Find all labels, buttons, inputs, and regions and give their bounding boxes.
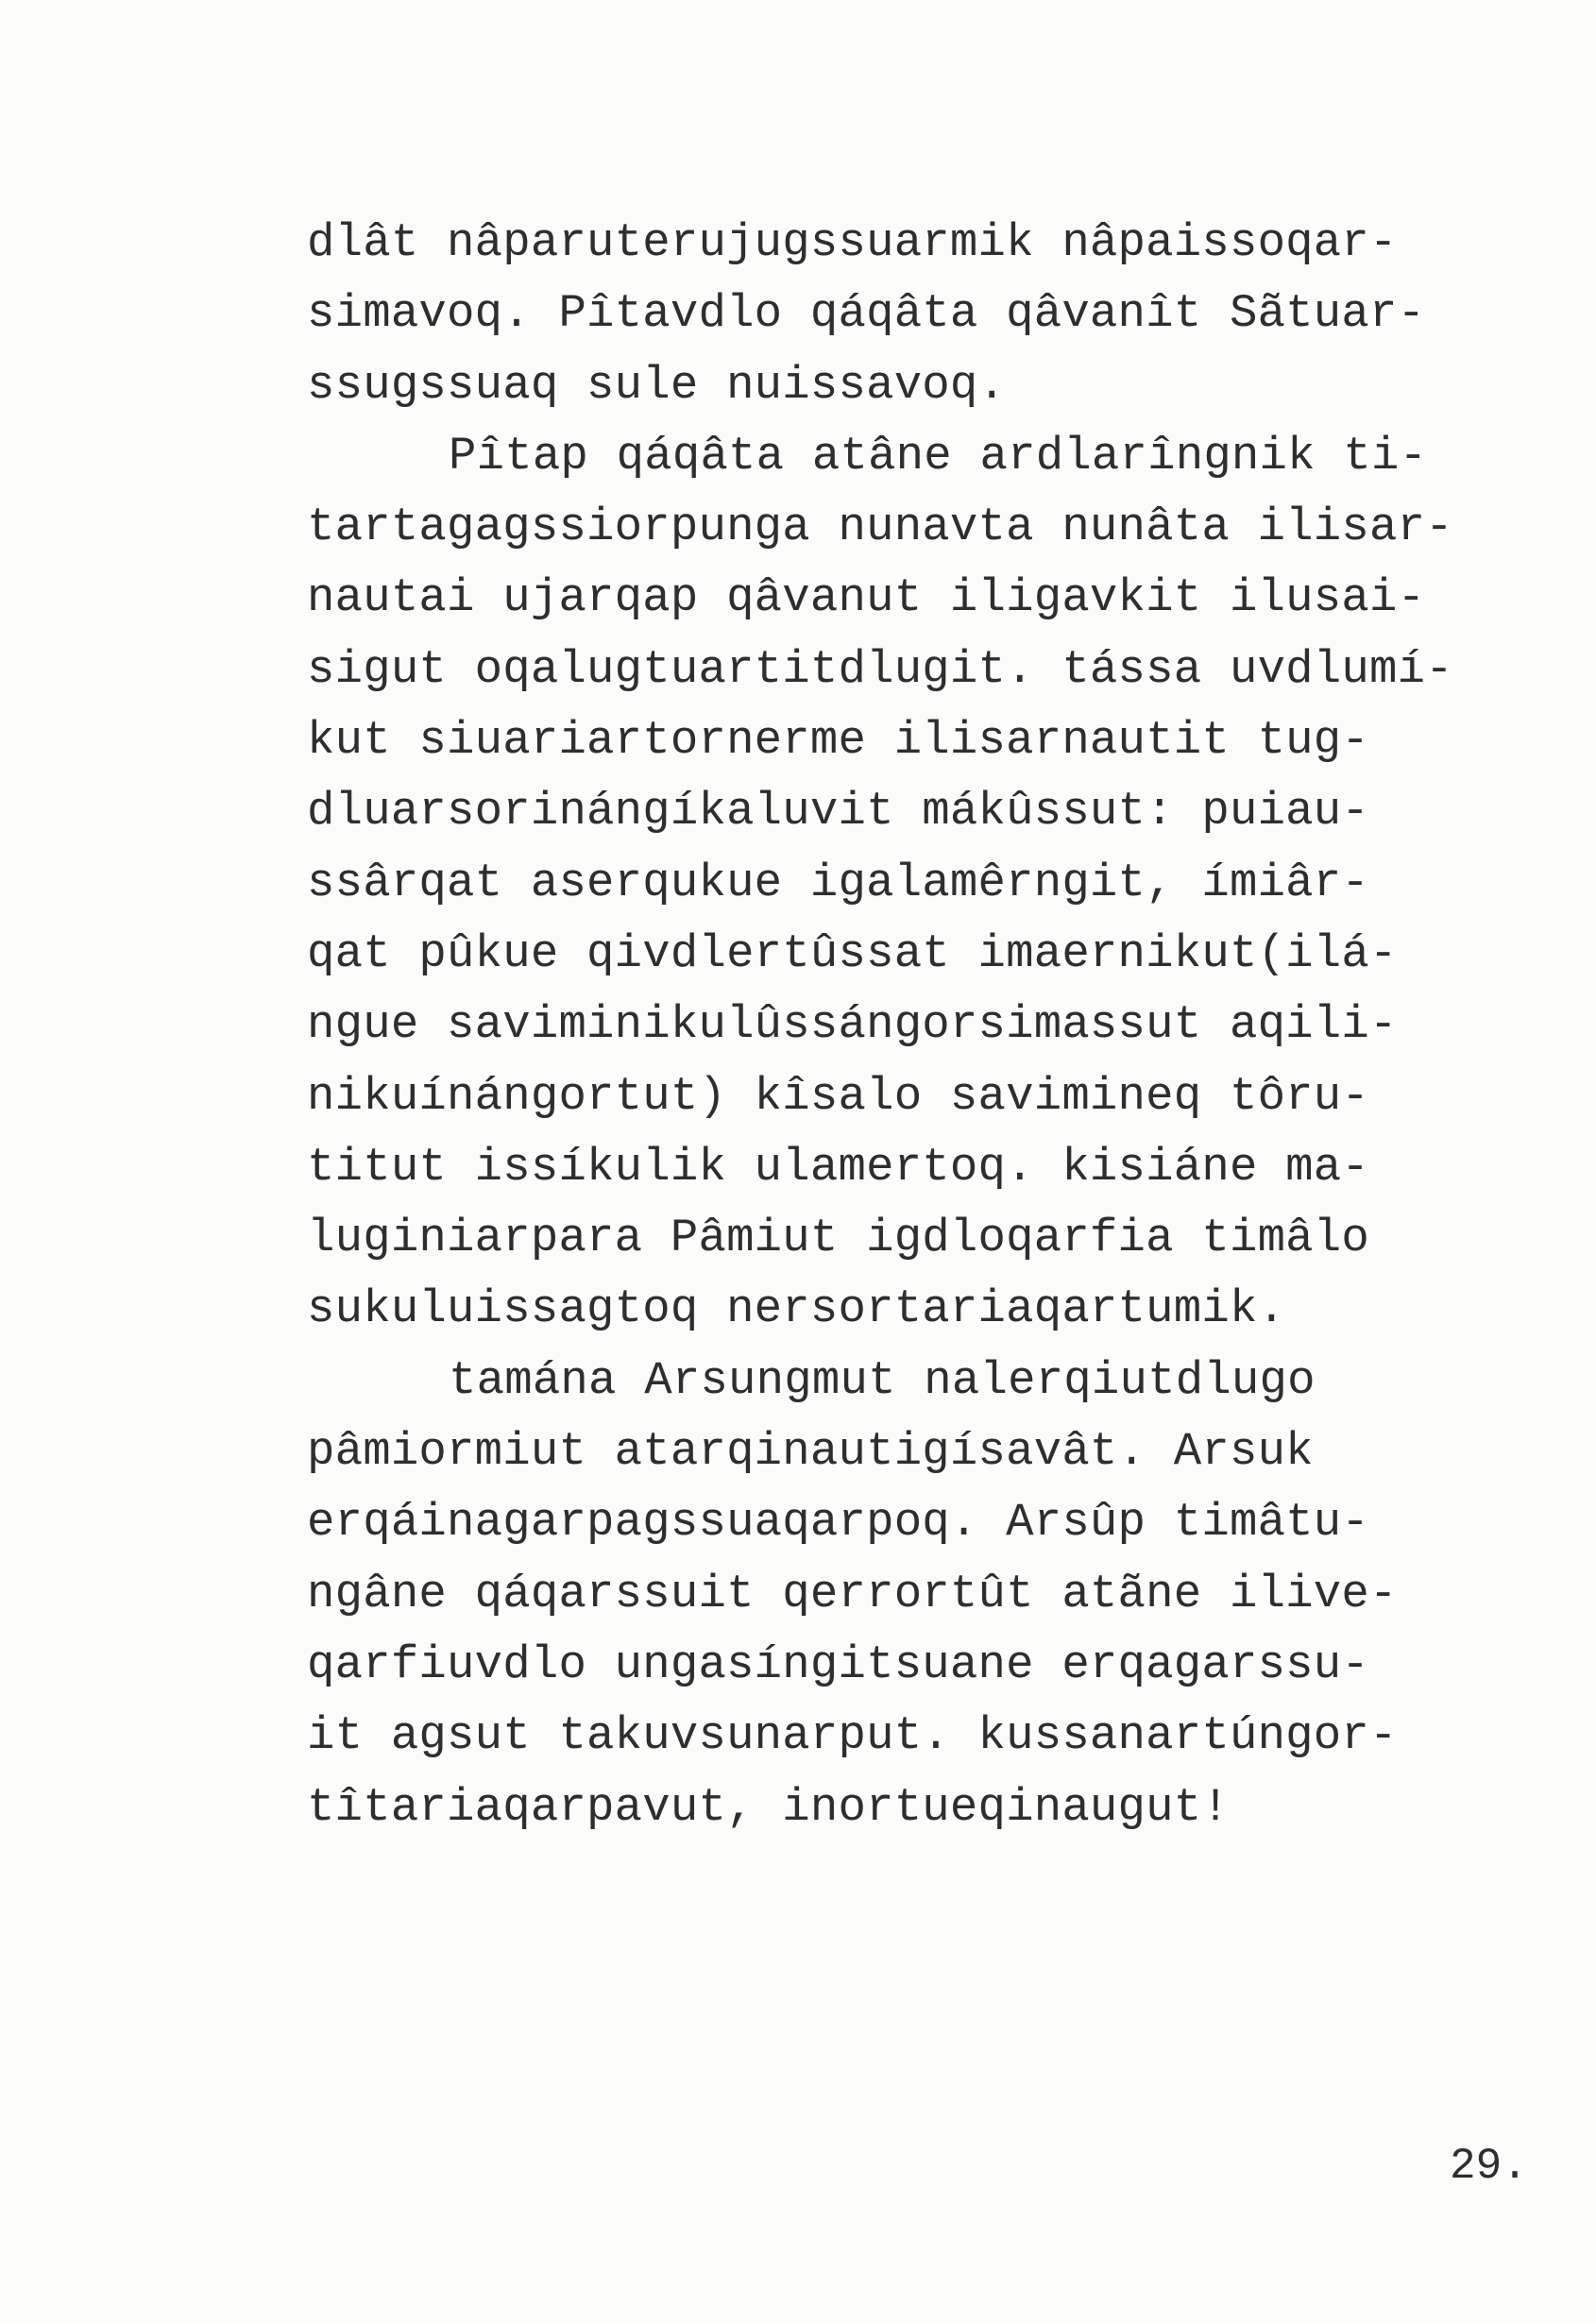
text-line: sukuluissagtoq nersortariaqartumik.	[307, 1282, 1286, 1336]
text-line: dluarsorinángíkaluvit mákûssut: puiau-	[307, 785, 1369, 839]
text-line: qarfiuvdlo ungasíngitsuane erqagarssu-	[307, 1637, 1369, 1691]
text-line: ssârqat aserqukue igalamêrngit, ímiâr-	[307, 856, 1369, 909]
text-line: tîtariaqarpavut, inortueqinaugut!	[307, 1780, 1230, 1834]
text-line: it agsut takuvsunarput. kussanartúngor-	[307, 1709, 1398, 1763]
text-line: ngâne qáqarssuit qerrortût atãne ilive-	[307, 1567, 1398, 1620]
text-line: luginiarpara Pâmiut igdloqarfia timâlo	[307, 1212, 1369, 1265]
text-line: ngue saviminikulûssángorsimassut aqili-	[307, 998, 1398, 1052]
text-line: sigut oqalugtuartitdlugit. tássa uvdlumí-	[307, 642, 1453, 696]
text-line: ssugssuaq sule nuissavoq.	[307, 358, 1007, 412]
body-text	[307, 208, 1453, 1843]
text-line: dlât nâparuterujugssuarmik nâpaissoqar-	[307, 216, 1398, 269]
text-line: titut issíkulik ulamertoq. kisiáne ma-	[307, 1140, 1369, 1194]
text-line: nautai ujarqap qâvanut iligavkit ilusai-	[307, 571, 1426, 625]
text-line: tartagagssiorpunga nunavta nunâta ilisar-	[307, 500, 1453, 554]
text-line: qat pûkue qivdlertûssat imaernikut(ilá-	[307, 926, 1398, 980]
paragraph-start-line: tamána Arsungmut nalerqiutdlugo	[449, 1353, 1316, 1407]
paragraph-start-line: Pîtap qáqâta atâne ardlarîngnik ti-	[449, 429, 1428, 483]
text-line: nikuínángortut) kîsalo savimineq tôru-	[307, 1069, 1369, 1123]
text-line: kut siuariartornerme ilisarnautit tug-	[307, 714, 1369, 768]
text-line: erqáinagarpagssuaqarpoq. Arsûp timâtu-	[307, 1496, 1369, 1550]
text-line: pâmiormiut atarqinautigísavât. Arsuk	[307, 1425, 1314, 1479]
page-number: 29.	[1450, 2142, 1528, 2191]
text-line: simavoq. Pîtavdlo qáqâta qâvanît Sãtuar-	[307, 287, 1426, 341]
